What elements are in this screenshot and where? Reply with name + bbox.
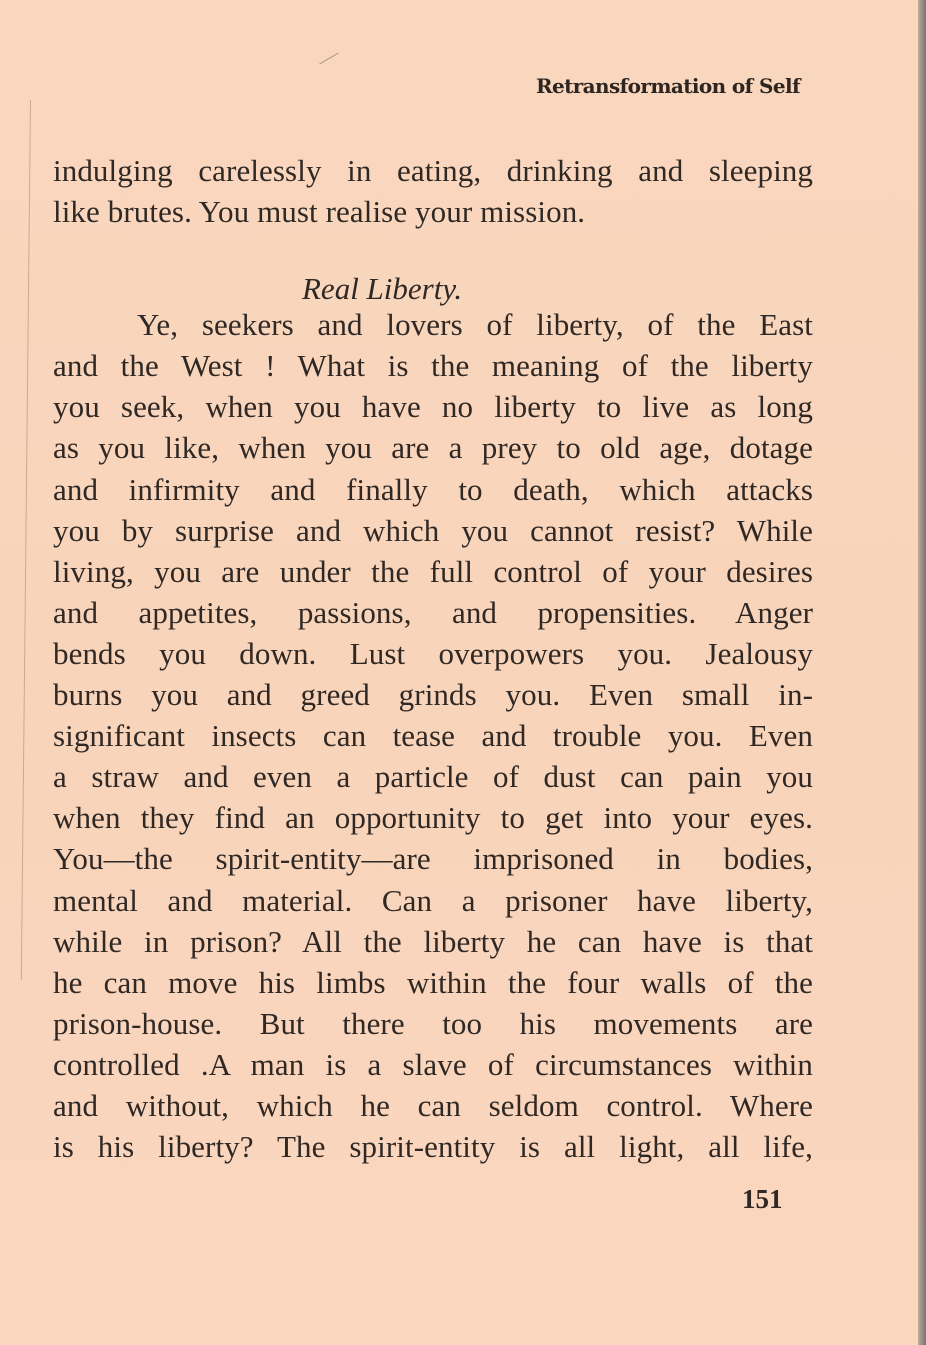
text-line: mental and material. Can a prisoner have liberty, xyxy=(53,882,813,918)
text-line: burns you and greed grinds you. Even small in- xyxy=(53,677,813,713)
paragraph-2 xyxy=(53,304,813,1167)
section-heading: Real Liberty. xyxy=(302,271,463,307)
page-edge-shadow xyxy=(918,0,926,1345)
running-head: Retransformation of Self xyxy=(535,74,800,98)
text-line: significant insects can tease and trouble you. Even xyxy=(53,718,813,754)
margin-rule xyxy=(21,100,31,980)
page-number: 151 xyxy=(742,1184,783,1214)
text-line: like brutes. You must realise your mission. xyxy=(53,194,586,230)
text-line: and the West ! What is the meaning of the liberty xyxy=(53,348,813,384)
pencil-mark xyxy=(319,53,339,65)
body-text xyxy=(53,150,813,1167)
text-line: you by surprise and which you cannot resist? While xyxy=(53,512,813,548)
text-line: you seek, when you have no liberty to live as long xyxy=(53,389,813,425)
text-line: prison-house. But there too his movements are xyxy=(53,1005,813,1041)
text-line: and appetites, passions, and propensities. Anger xyxy=(53,594,813,630)
text-line: as you like, when you are a prey to old age, dotage xyxy=(53,430,813,466)
text-line: indulging carelessly in eating, drinking and sleeping xyxy=(53,153,813,188)
paragraph-1 xyxy=(53,150,813,232)
text-line: controlled .A man is a slave of circumstances within xyxy=(53,1046,813,1082)
text-line: is his liberty? The spirit-entity is all light, all life, xyxy=(53,1129,813,1165)
text-line: while in prison? All the liberty he can have is that xyxy=(53,923,813,959)
text-line: Ye, seekers and lovers of liberty, of the East xyxy=(137,307,813,343)
text-line: and infirmity and finally to death, which attacks xyxy=(53,471,813,507)
text-line: he can move his limbs within the four walls of the xyxy=(53,964,813,1000)
text-line: and without, which he can seldom control. Where xyxy=(53,1087,813,1123)
text-line: a straw and even a particle of dust can pain you xyxy=(53,759,813,795)
text-line: You—the spirit-entity—are imprisoned in bodies, xyxy=(53,841,813,877)
text-line: when they find an opportunity to get into your eyes. xyxy=(53,800,813,836)
text-line: living, you are under the full control of your desires xyxy=(53,553,813,589)
text-line: bends you down. Lust overpowers you. Jealousy xyxy=(53,635,813,671)
